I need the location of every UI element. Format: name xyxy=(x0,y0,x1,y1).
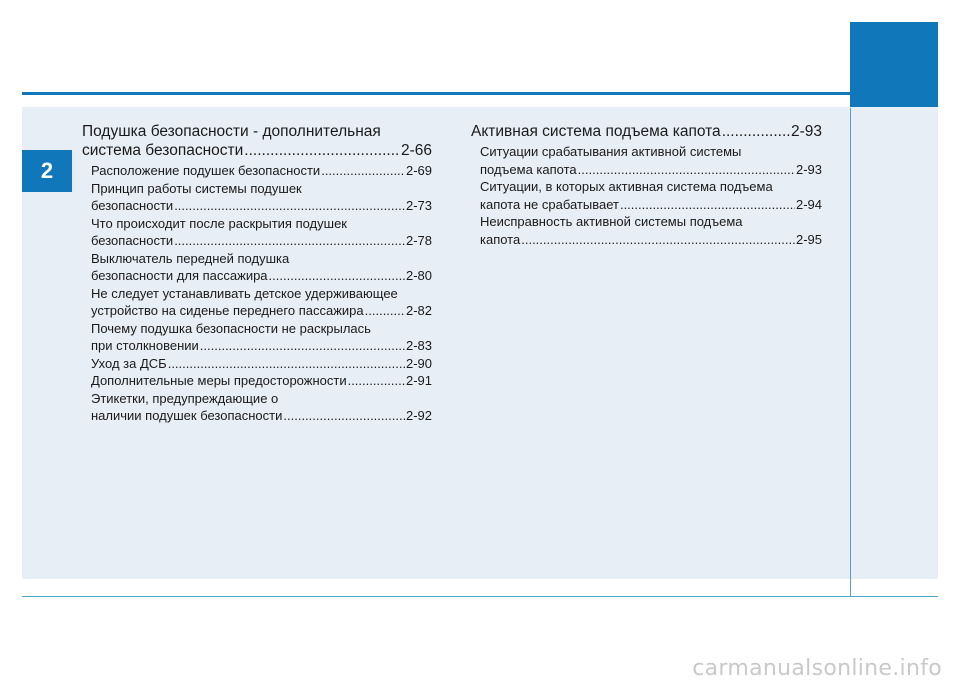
toc-entry-line: устройство на сиденье переднего пассажира xyxy=(91,303,364,318)
toc-page-number: 2-90 xyxy=(405,355,432,371)
toc-entry-line: Ситуации срабатывания активной системы xyxy=(480,144,742,159)
header-rule xyxy=(22,92,850,95)
toc-entry[interactable] xyxy=(82,320,432,355)
chapter-number: 2 xyxy=(40,158,54,183)
dot-leader xyxy=(168,355,405,373)
chapter-tab xyxy=(22,150,72,192)
toc-entry-line: Дополнительные меры предосторожности xyxy=(91,373,347,388)
toc-entry[interactable] xyxy=(82,180,432,215)
toc-entry[interactable] xyxy=(471,213,822,248)
dot-leader xyxy=(365,302,405,320)
toc-entry[interactable] xyxy=(471,143,822,178)
toc-page-number: 2-69 xyxy=(405,163,432,178)
dot-leader xyxy=(578,161,795,179)
margin-line xyxy=(850,108,851,596)
toc-page-number: 2-83 xyxy=(405,338,432,353)
toc-entry-line: Уход за ДСБ xyxy=(91,355,167,371)
toc-page-number: 2-91 xyxy=(405,373,432,388)
footer-rule xyxy=(22,596,938,597)
dot-leader xyxy=(200,337,405,355)
toc-entry-line: при столкновении xyxy=(91,338,199,353)
toc-entry-line: Этикетки, предупреждающие о xyxy=(91,390,279,406)
toc-entry-line: Выключатель передней подушка xyxy=(91,250,290,266)
dot-leader xyxy=(321,162,405,180)
toc-page-number: 2-95 xyxy=(795,231,822,247)
dot-leader xyxy=(283,407,405,425)
toc-page-number: 2-93 xyxy=(795,161,822,177)
dot-leader xyxy=(722,122,790,141)
toc-page-number: 2-93 xyxy=(790,123,822,140)
toc-entry-line: Не следует устанавливать детское удерживающее xyxy=(91,285,398,301)
toc-page-number: 2-82 xyxy=(405,303,432,318)
toc-heading-airbags[interactable] xyxy=(82,122,432,160)
toc-entry-line: Расположение подушек безопасности xyxy=(91,163,321,178)
toc-entry-line: капота xyxy=(480,231,521,247)
toc-heading-active-hood[interactable] xyxy=(471,122,822,141)
toc-entry-line: Ситуации, в которых активная система подъема xyxy=(480,179,773,194)
toc-entry-line: Принцип работы системы подушек xyxy=(91,180,302,196)
toc-entry-line: Неисправность активной системы подъема xyxy=(480,214,743,229)
toc-entry-line: подъема капота xyxy=(480,161,577,177)
toc-entry[interactable] xyxy=(82,372,432,390)
toc-entry[interactable] xyxy=(471,178,822,213)
dot-leader xyxy=(521,231,795,249)
dot-leader xyxy=(244,141,400,160)
toc-entry-line: капота не срабатывает xyxy=(480,196,619,212)
toc-entry[interactable] xyxy=(82,285,432,320)
toc-column-left xyxy=(82,122,432,425)
dot-leader xyxy=(269,267,405,285)
toc-page-number: 2-78 xyxy=(405,233,432,248)
toc-entry[interactable] xyxy=(82,250,432,285)
toc-column-right xyxy=(471,122,822,248)
toc-page-number: 2-92 xyxy=(405,408,432,423)
dot-leader xyxy=(348,372,405,390)
dot-leader xyxy=(620,196,795,214)
toc-entry-line: безопасности для пассажира xyxy=(91,268,268,283)
toc-entry-line: безопасности xyxy=(91,233,174,248)
toc-page-number: 2-94 xyxy=(795,196,822,212)
toc-entry[interactable] xyxy=(82,390,432,425)
toc-entry-line: Почему подушка безопасности не раскрылась xyxy=(91,320,371,336)
dot-leader xyxy=(174,197,405,215)
toc-heading-line: Активная система подъема капота xyxy=(471,123,721,140)
toc-entry[interactable] xyxy=(82,355,432,373)
toc-entry-line: Что происходит после раскрытия подушек xyxy=(91,215,347,231)
toc-page-number: 2-80 xyxy=(405,268,432,283)
corner-accent-block xyxy=(850,22,938,108)
watermark: carmanualsonline.info xyxy=(692,656,942,681)
toc-entry[interactable] xyxy=(82,215,432,250)
toc-entry[interactable] xyxy=(82,162,432,180)
toc-page-number: 2-66 xyxy=(400,142,432,159)
toc-entry-line: безопасности xyxy=(91,198,174,213)
dot-leader xyxy=(174,232,405,250)
toc-heading-line: система безопасности xyxy=(82,142,244,159)
toc-heading-line: Подушка безопасности - дополнительная xyxy=(82,123,381,140)
toc-page-number: 2-73 xyxy=(405,198,432,213)
toc-entry-line: наличии подушек безопасности xyxy=(91,408,283,423)
